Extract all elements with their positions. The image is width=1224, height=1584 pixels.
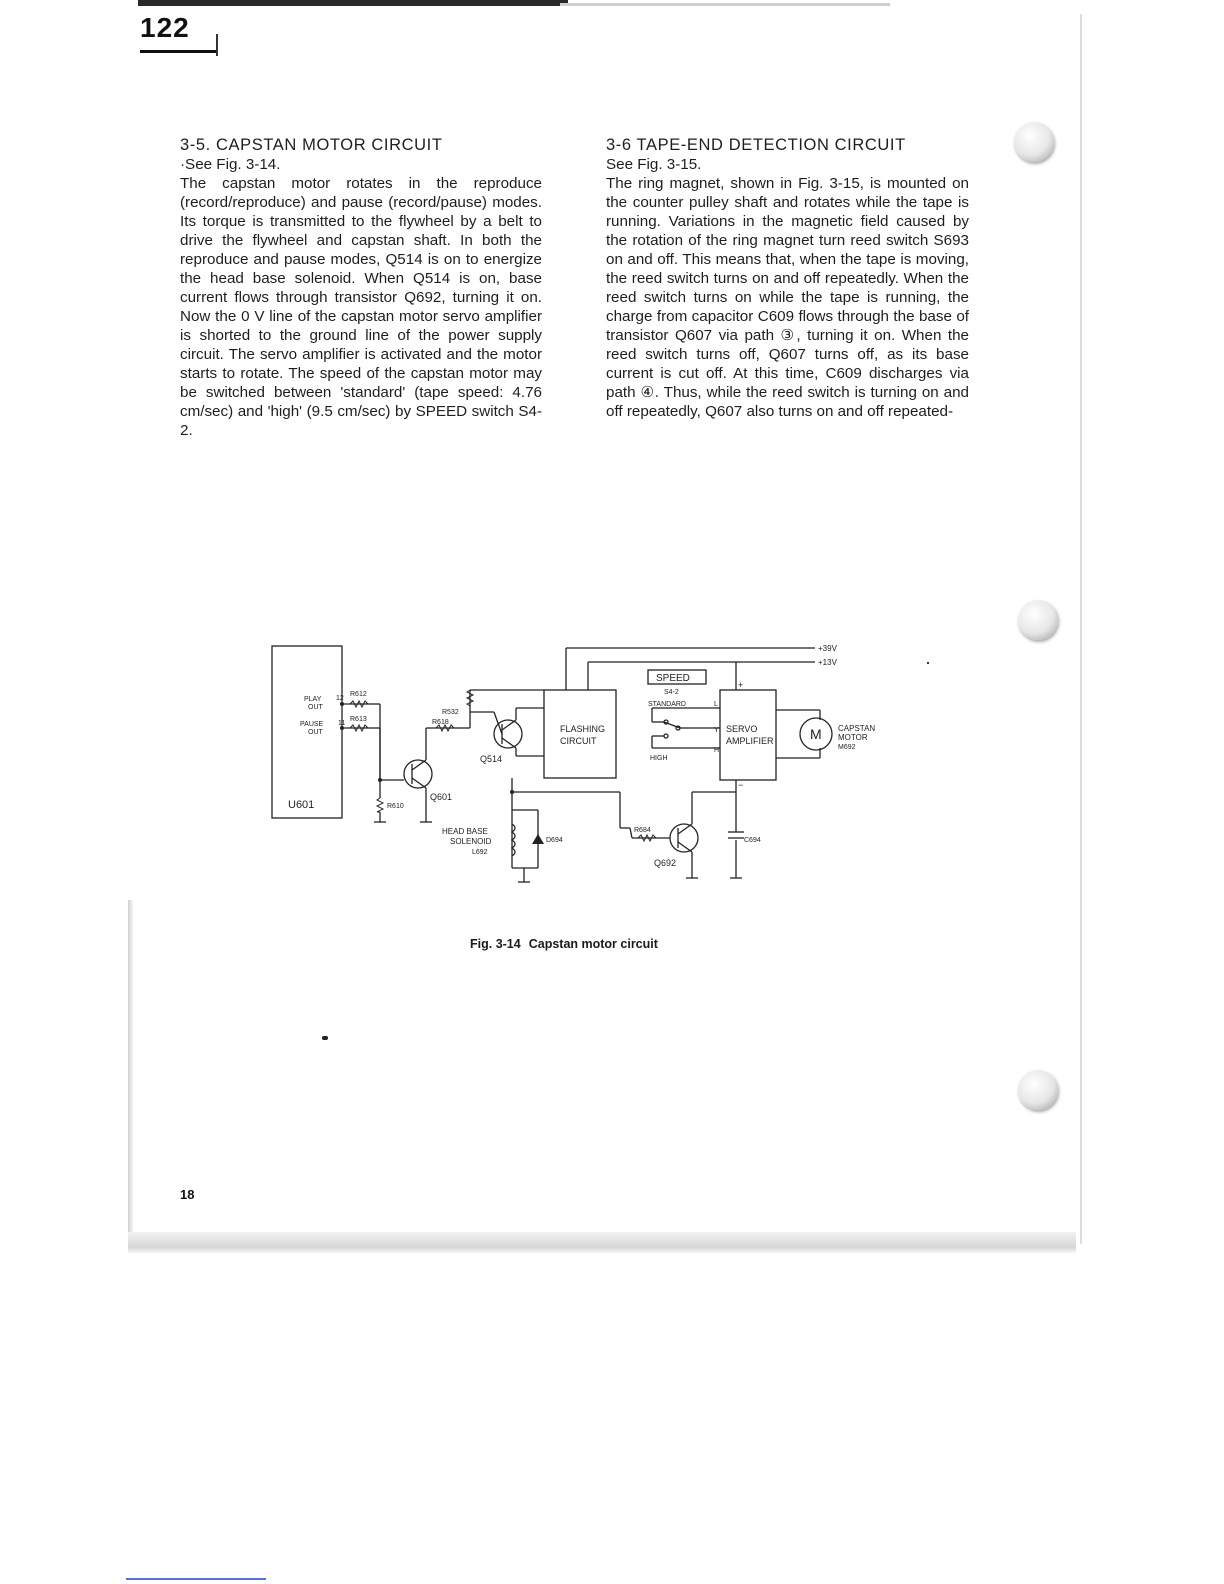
- label-r610: R610: [387, 803, 404, 810]
- left-section-body: The capstan motor rotates in the reproduce (record/reproduce) and pause (record/pause) modes. Its torque is transmitted to the flywheel by a belt to drive the flywheel and capstan shaft. In both the reproduce and pause modes, Q514 is on to energize the head base solenoid. When Q514 is on, base current flows through transistor Q692, turning it on. Now the 0 V line of the capstan motor servo amplifier is shorted to the ground line of the power supply circuit. The servo amplifier is activated and the motor starts to rotate. The speed of the capstan motor may be switched between 'standard' (tape speed: 4.76 cm/sec) and 'high' (9.5 cm/sec) by SPEED switch S4-2.: [180, 175, 542, 439]
- right-section-body: The ring magnet, shown in Fig. 3-15, is mounted on the counter pulley shaft and rotates while the tape is running. Variations in the magnetic field caused by the rotation of the ring magnet turn reed switch S693 on and off. This means that, when the tape is moving, the reed switch turns on and off repeatedly. When the reed switch turns on while the tape is running, the charge from capacitor C609 flows through the base of transistor Q607 via path ③, turning it on. When the reed switch turns off, Q607 turns off, as its base current is cut off. At this time, C609 discharges via path ④. Thus, while the reed switch is turning on and off repeatedly, Q607 also turns on and off repeated-: [606, 175, 969, 420]
- label-pause-out: OUT: [308, 729, 323, 736]
- circuit-wires: [272, 646, 832, 882]
- figure-caption-title: Capstan motor circuit: [528, 937, 658, 951]
- label-high: HIGH: [650, 755, 668, 762]
- right-section-reference: See Fig. 3-15.: [606, 156, 702, 173]
- label-speed: SPEED: [656, 673, 690, 684]
- header-page-number: [140, 12, 226, 52]
- figure-caption-number: Fig. 3-14: [470, 937, 521, 951]
- flashing-circuit-box: [544, 690, 616, 778]
- label-motor: MOTOR: [838, 733, 868, 742]
- label-solenoid: SOLENOID: [450, 837, 492, 846]
- label-s42: S4-2: [664, 689, 679, 696]
- label-u601: U601: [288, 799, 315, 811]
- left-section-reference: ·See Fig. 3-14.: [180, 156, 281, 173]
- header-number-underline: [140, 50, 218, 53]
- label-d694: D694: [546, 837, 563, 844]
- label-q514: Q514: [480, 754, 503, 764]
- label-amplifier: AMPLIFIER: [726, 736, 774, 746]
- label-pause: PAUSE: [300, 721, 324, 728]
- label-y: Y: [714, 727, 719, 734]
- label-l: L: [714, 701, 718, 708]
- label-r613: R613: [350, 716, 367, 723]
- left-section-heading: 3-5. CAPSTAN MOTOR CIRCUIT: [180, 136, 443, 154]
- capstan-motor-circuit-figure: [260, 628, 960, 908]
- resistors: [350, 690, 656, 841]
- label-capstan: CAPSTAN: [838, 724, 876, 733]
- circuit-schematic: [260, 628, 960, 908]
- label-r618: R618: [432, 719, 449, 726]
- label-minus: −: [738, 780, 744, 790]
- sheet-bottom-shadow: [128, 1232, 1076, 1254]
- binder-hole-bottom: [1018, 1070, 1058, 1110]
- r610-resistor: [377, 798, 383, 812]
- label-pin11: 11: [338, 720, 346, 727]
- u601-box: [272, 646, 342, 818]
- label-pin12: 12: [336, 695, 344, 702]
- label-circuit: CIRCUIT: [560, 736, 597, 746]
- servo-amplifier-box: [720, 690, 776, 780]
- header-number-tick: [216, 34, 218, 56]
- label-c694: C694: [744, 837, 761, 844]
- right-column: [606, 135, 969, 421]
- circuit-labels: [288, 644, 875, 868]
- label-m: M: [810, 726, 822, 742]
- sheet-right-edge: [1080, 14, 1082, 1244]
- d694-diode: [532, 834, 544, 844]
- footer-page-number: 18: [180, 1187, 195, 1202]
- label-39v: +39V: [818, 644, 837, 653]
- label-q601: Q601: [430, 792, 453, 802]
- right-section-heading: 3-6 TAPE-END DETECTION CIRCUIT: [606, 136, 906, 154]
- binder-hole-top: [1014, 122, 1054, 162]
- label-play-out: OUT: [308, 704, 323, 711]
- ink-speck-small: [927, 662, 929, 664]
- label-servo: SERVO: [726, 724, 758, 734]
- binder-hole-middle: [1018, 600, 1058, 640]
- label-standard: STANDARD: [648, 701, 686, 708]
- label-plus: +: [738, 680, 744, 690]
- header-page-number-text: 122: [140, 12, 190, 43]
- label-r684: R684: [634, 827, 651, 834]
- label-l692: L692: [472, 849, 488, 856]
- ink-speck: [322, 1036, 328, 1040]
- label-head-base: HEAD BASE: [442, 827, 488, 836]
- label-r612: R612: [350, 691, 367, 698]
- figure-caption: [470, 937, 658, 951]
- left-column: [180, 135, 542, 440]
- label-h: H: [714, 747, 720, 754]
- q601-symbol: [404, 760, 432, 788]
- sheet-left-shadow: [128, 900, 134, 1240]
- label-play: PLAY: [304, 696, 322, 703]
- label-q692: Q692: [654, 858, 677, 868]
- label-m692: M692: [838, 744, 856, 751]
- label-13v: +13V: [818, 658, 837, 667]
- label-r532: R532: [442, 709, 459, 716]
- label-flashing: FLASHING: [560, 724, 606, 734]
- bottom-blue-mark: [126, 1578, 266, 1580]
- q692-symbol: [670, 824, 698, 852]
